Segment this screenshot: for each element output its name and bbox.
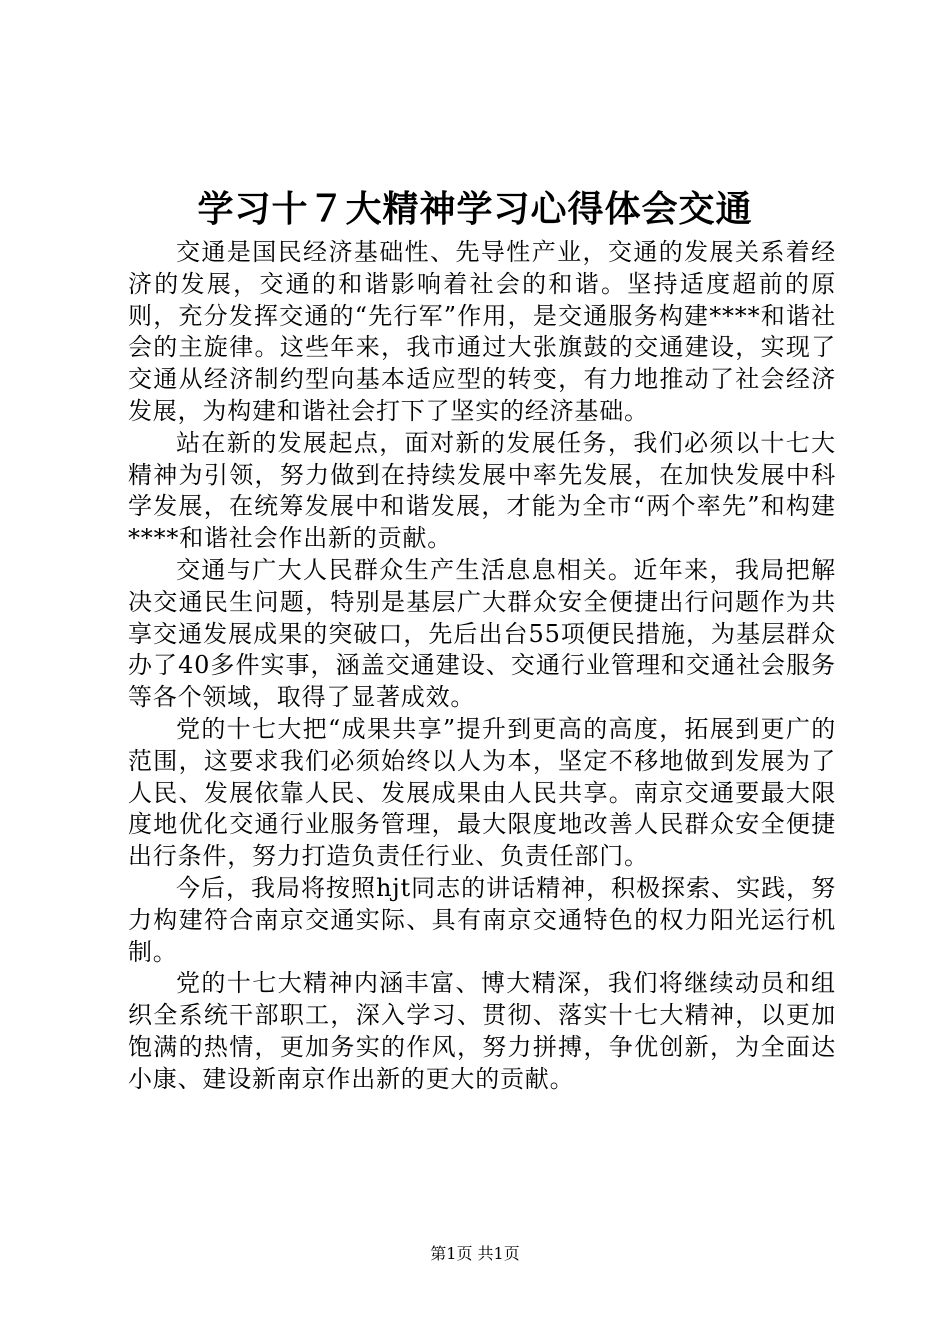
page-number-footer: 第1页 共1页 bbox=[430, 1244, 520, 1263]
paragraph-4: 党的十七大把“成果共享”提升到更高的高度，拓展到更广的范围，这要求我们必须始终以人为本，坚定不移地做到发展为了人民、发展依靠人民、发展成果由人民共享。南京交通要最大限度地优化交通行业服务管理，最大限度地改善人民群众安全便捷出行条件，努力打造负责任行业、负责任部门。 bbox=[128, 714, 836, 871]
paragraph-2: 站在新的发展起点，面对新的发展任务，我们必须以十七大精神为引领，努力做到在持续发展中率先发展，在加快发展中科学发展，在统筹发展中和谐发展，才能为全市“两个率先”和构建****和谐社会作出新的贡献。 bbox=[128, 428, 836, 553]
paragraph-5: 今后，我局将按照hjt同志的讲话精神，积极探索、实践，努力构建符合南京交通实际、具有南京交通特色的权力阳光运行机制。 bbox=[128, 873, 836, 966]
paragraph-6: 党的十七大精神内涵丰富、博大精深，我们将继续动员和组织全系统干部职工，深入学习、贯彻、落实十七大精神，以更加饱满的热情，更加务实的作风，努力拼搏，争优创新，为全面达小康、建设新南京作出新的更大的贡献。 bbox=[128, 969, 836, 1093]
paragraph-1: 交通是国民经济基础性、先导性产业，交通的发展关系着经济的发展，交通的和谐影响着社会的和谐。坚持适度超前的原则，充分发挥交通的“先行军”作用，是交通服务构建****和谐社会的主旋律。这些年来，我市通过大张旗鼓的交通建设，实现了交通从经济制约型向基本适应型的转变，有力地推动了社会经济发展，为构建和谐社会打下了坚实的经济基础。 bbox=[128, 238, 836, 425]
document-body bbox=[128, 237, 836, 1096]
document-title: 学习十７大精神学习心得体会交通 bbox=[197, 188, 753, 230]
paragraph-3: 交通与广大人民群众生产生活息息相关。近年来，我局把解决交通民生问题，特别是基层广大群众安全便捷出行问题作为共享交通发展成果的突破口，先后出台55项便民措施，为基层群众办了40多件实事，涵盖交通建设、交通行业管理和交通社会服务等各个领域，取得了显著成效。 bbox=[128, 555, 836, 712]
